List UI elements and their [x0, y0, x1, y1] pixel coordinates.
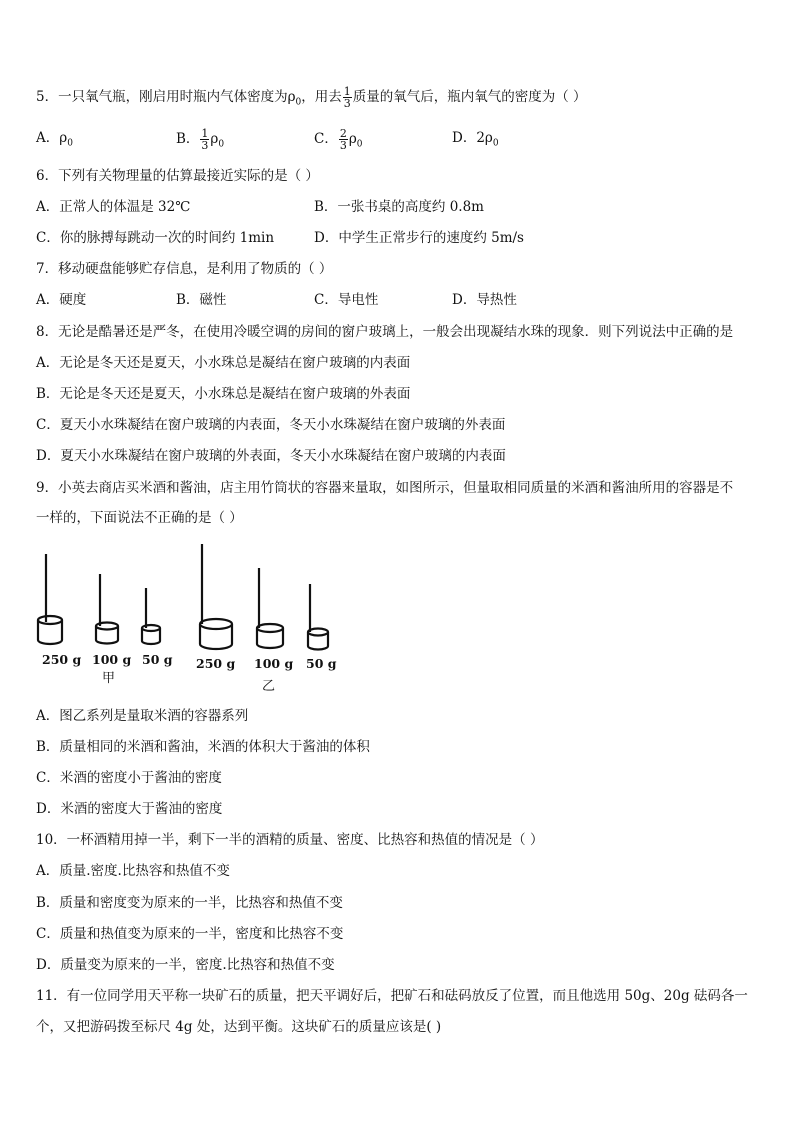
subscript: 0 [218, 139, 225, 150]
fraction-denominator: 3 [339, 139, 347, 152]
q10-option-c: C．质量和热值变为原来的一半，密度和比热容不变 [36, 926, 344, 942]
option-label: C． [314, 131, 338, 147]
q8-stem: 8．无论是酷暑还是严冬，在使用冷暖空调的房间的窗户玻璃上，一般会出现凝结水珠的现象．则下列说法中正确的是 [36, 324, 734, 340]
cup-label: 50 g [142, 652, 173, 667]
fraction [200, 128, 209, 151]
cup-yi-250g [200, 544, 232, 649]
fraction [343, 86, 352, 109]
q7-option-c: C．导电性 [314, 292, 379, 308]
q11-stem-line1: 11．有一位同学用天平称一块矿石的质量，把天平调好后，把矿石和砝码放反了位置，而且他选用 50g、20g 砝码各一 [36, 988, 748, 1004]
q9-option-c: C．米酒的密度小于酱油的密度 [36, 770, 222, 786]
q9-option-b: B．质量相同的米酒和酱油，米酒的体积大于酱油的体积 [36, 739, 370, 755]
q6-option-d: D．中学生正常步行的速度约 5m/s [314, 230, 524, 246]
q5-option-c [314, 128, 363, 155]
cup-label: 250 g [196, 656, 236, 671]
option-label: A．ρ [36, 130, 68, 146]
q10-option-b: B．质量和密度变为原来的一半，比热容和热值不变 [36, 895, 343, 911]
q5-stem-part: ，用去 [301, 89, 342, 105]
q11-stem-line2: 个，又把游码拨至标尺 4g 处，达到平衡。这块矿石的质量应该是( ) [36, 1019, 442, 1035]
q6-stem: 6．下列有关物理量的估算最接近实际的是（ ） [36, 168, 319, 184]
fraction-denominator: 3 [343, 97, 351, 110]
rho-symbol: ρ [210, 131, 219, 147]
q5-stem-part: 5．一只氧气瓶，刚启用时瓶内气体密度为ρ [36, 89, 296, 105]
q8-option-c: C．夏天小水珠凝结在窗户玻璃的内表面，冬天小水珠凝结在窗户玻璃的外表面 [36, 417, 506, 433]
cup-yi-50g [308, 584, 328, 650]
q10-option-d: D．质量变为原来的一半，密度.比热容和热值不变 [36, 957, 335, 973]
group-label-jia: 甲 [102, 671, 116, 686]
q6-option-c: C．你的脉搏每跳动一次的时间约 1min [36, 230, 275, 246]
q5-option-d [452, 128, 499, 154]
q6-option-b: B．一张书桌的高度约 0.8m [314, 199, 484, 215]
group-label-yi: 乙 [262, 679, 276, 694]
option-label: D．2ρ [452, 130, 493, 146]
q9-stem-line2: 一样的，下面说法不正确的是（ ） [36, 510, 243, 526]
fraction-numerator: 1 [201, 127, 209, 140]
measuring-cups-figure [36, 540, 346, 695]
cup-label: 100 g [254, 656, 294, 671]
cup-label: 250 g [42, 652, 82, 667]
q9-option-d: D．米酒的密度大于酱油的密度 [36, 801, 223, 817]
subscript: 0 [356, 139, 363, 150]
subscript: 0 [67, 138, 73, 149]
q6-option-a: A．正常人的体温是 32℃ [36, 199, 191, 215]
q5-stem-part: 质量的氧气后，瓶内氧气的密度为（ ） [352, 89, 587, 105]
subscript: 0 [295, 97, 302, 108]
q5-stem [36, 86, 587, 113]
option-label: B． [176, 131, 200, 147]
q7-stem: 7．移动硬盘能够贮存信息，是利用了物质的（ ） [36, 261, 333, 277]
rho-symbol: ρ [348, 131, 357, 147]
q10-stem: 10．一杯酒精用掉一半，剩下一半的酒精的质量、密度、比热容和热值的情况是（ ） [36, 832, 544, 848]
q7-option-d: D．导热性 [452, 292, 517, 308]
q7-option-b: B．磁性 [176, 292, 227, 308]
cup-jia-50g [142, 588, 160, 644]
q10-option-a: A．质量.密度.比热容和热值不变 [36, 863, 230, 879]
q8-option-a: A．无论是冬天还是夏天，小水珠总是凝结在窗户玻璃的内表面 [36, 355, 411, 371]
q9-option-a: A．图乙系列是量取米酒的容器系列 [36, 708, 249, 724]
cup-label: 50 g [306, 656, 337, 671]
cup-label: 100 g [92, 652, 132, 667]
q5-option-b [176, 128, 224, 155]
fraction [339, 128, 348, 151]
fraction-denominator: 3 [201, 139, 209, 152]
q7-option-a: A．硬度 [36, 292, 87, 308]
q8-option-d: D．夏天小水珠凝结在窗户玻璃的外表面，冬天小水珠凝结在窗户玻璃的内表面 [36, 448, 506, 464]
cup-jia-100g [96, 574, 118, 644]
fraction-numerator: 1 [343, 85, 351, 98]
subscript: 0 [492, 138, 499, 149]
fraction-numerator: 2 [339, 127, 347, 140]
q9-stem-line1: 9．小英去商店买米酒和酱油，店主用竹筒状的容器来量取，如图所示，但量取相同质量的米酒和酱油所用的容器是不 [36, 480, 734, 496]
q5-option-a [36, 128, 73, 154]
cup-yi-100g [257, 568, 283, 648]
q8-option-b: B．无论是冬天还是夏天，小水珠总是凝结在窗户玻璃的外表面 [36, 386, 411, 402]
cup-jia-250g [38, 554, 62, 644]
